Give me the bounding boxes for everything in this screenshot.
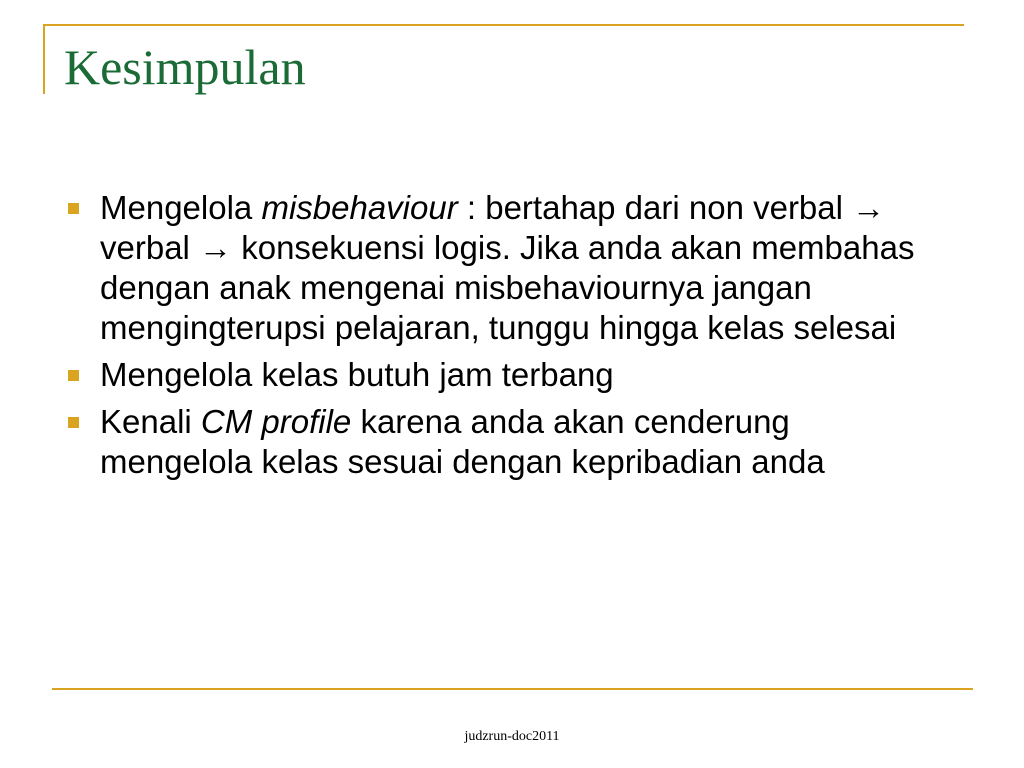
bullet-1-italic-term: misbehaviour xyxy=(261,189,458,226)
footer-text: judzrun-doc2011 xyxy=(464,729,560,744)
bullet-1-part-2: : bertahap dari non verbal xyxy=(457,189,853,226)
square-bullet-icon xyxy=(68,203,79,214)
left-frame-line xyxy=(43,24,45,94)
bullet-1-part-1: Mengelola xyxy=(100,189,262,226)
square-bullet-icon xyxy=(68,417,79,428)
bullet-1-text xyxy=(100,189,914,346)
bullet-3-italic-term: CM profile xyxy=(200,403,352,440)
right-arrow-icon: → xyxy=(199,229,233,266)
bullet-3-part-1: Kenali xyxy=(100,403,201,440)
square-bullet-icon xyxy=(68,370,79,381)
right-arrow-icon: → xyxy=(852,189,886,226)
top-frame-line xyxy=(43,24,964,26)
slide-title: Kesimpulan xyxy=(64,39,306,95)
bullet-3-text xyxy=(100,403,825,480)
bullet-list xyxy=(62,188,942,489)
footer-divider xyxy=(52,688,973,690)
bullet-item-3 xyxy=(62,402,942,482)
bullet-item-1 xyxy=(62,188,942,348)
bullet-item-2 xyxy=(62,355,942,395)
bullet-1-part-4: konsekuensi logis. Jika anda akan membahas dengan anak mengenai misbehaviournya jangan mengingterupsi pelajaran, tunggu hingga kelas selesai xyxy=(100,229,915,346)
bullet-3-part-2: karena anda akan cenderung mengelola kelas sesuai dengan kepribadian anda xyxy=(100,403,825,480)
bullet-1-part-3: verbal xyxy=(100,229,200,266)
bullet-2-text: Mengelola kelas butuh jam terbang xyxy=(100,356,614,393)
